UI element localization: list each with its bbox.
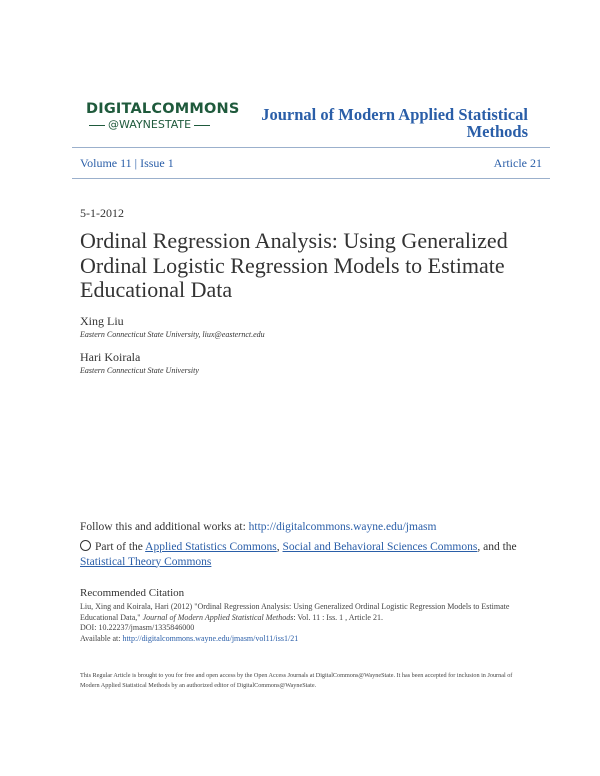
author-affiliation: Eastern Connecticut State University, liux@easternct.edu — [80, 330, 265, 339]
volume-issue-link[interactable]: Volume 11 | Issue 1 — [80, 156, 174, 170]
part-of-sep1: , — [276, 541, 283, 553]
citation-block — [80, 602, 530, 644]
journal-title-line1[interactable]: Journal of Modern Applied Statistical — [261, 105, 528, 124]
author-name: Xing Liu — [80, 314, 124, 328]
applied-statistics-commons-link[interactable]: Applied Statistics Commons — [145, 541, 277, 553]
author-name: Hari Koirala — [80, 350, 141, 364]
header-rule-top — [72, 147, 550, 148]
part-of-line — [80, 540, 540, 569]
social-behavioral-sciences-commons-link[interactable]: Social and Behavioral Sciences Commons — [282, 541, 478, 553]
wayne-state-logo-text — [86, 118, 213, 131]
open-access-icon — [80, 540, 91, 551]
header-rule-bottom — [72, 178, 550, 179]
citation-available-link[interactable]: http://digitalcommons.wayne.edu/jmasm/vol11/iss1/21 — [122, 633, 299, 643]
logo-dash-right — [194, 125, 210, 126]
publication-date: 5-1-2012 — [80, 206, 124, 220]
citation-available-prefix: Available at: — [80, 633, 123, 643]
journal-title[interactable] — [228, 106, 528, 140]
author-affiliation: Eastern Connecticut State University — [80, 366, 199, 375]
logo-line2: @WAYNESTATE — [108, 118, 192, 131]
follow-link[interactable]: http://digitalcommons.wayne.edu/jmasm — [248, 521, 437, 533]
part-of-sep2: , and the — [477, 541, 517, 553]
statistical-theory-commons-link[interactable]: Statistical Theory Commons — [80, 555, 212, 568]
follow-line — [80, 521, 436, 533]
part-of-prefix: Part of the — [95, 541, 146, 553]
journal-title-line2[interactable]: Methods — [466, 122, 528, 141]
citation-doi: DOI: 10.22237/jmasm/1335846000 — [80, 623, 195, 632]
citation-text: Liu, Xing and Koirala, Hari (2012) "Ordinal Regression Analysis: Using Generalized Ordinal Logistic Regression Models to Estimate Educational Data," — [80, 602, 510, 622]
citation-volume: : Vol. 11 : Iss. 1 , Article 21. — [293, 612, 383, 622]
follow-text: Follow this and additional works at: — [80, 521, 249, 533]
digitalcommons-logo[interactable]: DIGITALCOMMONS — [86, 101, 240, 117]
article-title: Ordinal Regression Analysis: Using Generalized Ordinal Logistic Regression Models to Estimate Educational Data — [80, 228, 508, 302]
citation-journal: Journal of Modern Applied Statistical Methods — [142, 612, 294, 622]
logo-dash-left — [89, 125, 105, 126]
recommended-citation-heading: Recommended Citation — [80, 587, 185, 599]
article-number-link[interactable]: Article 21 — [493, 156, 542, 170]
footer-notice: This Regular Article is brought to you for free and open access by the Open Access Journals at DigitalCommons@WayneState. It has been accepted for inclusion in Journal of Modern Applied Statistical Methods by an authorized editor of DigitalCommons@WayneState. — [80, 672, 513, 689]
